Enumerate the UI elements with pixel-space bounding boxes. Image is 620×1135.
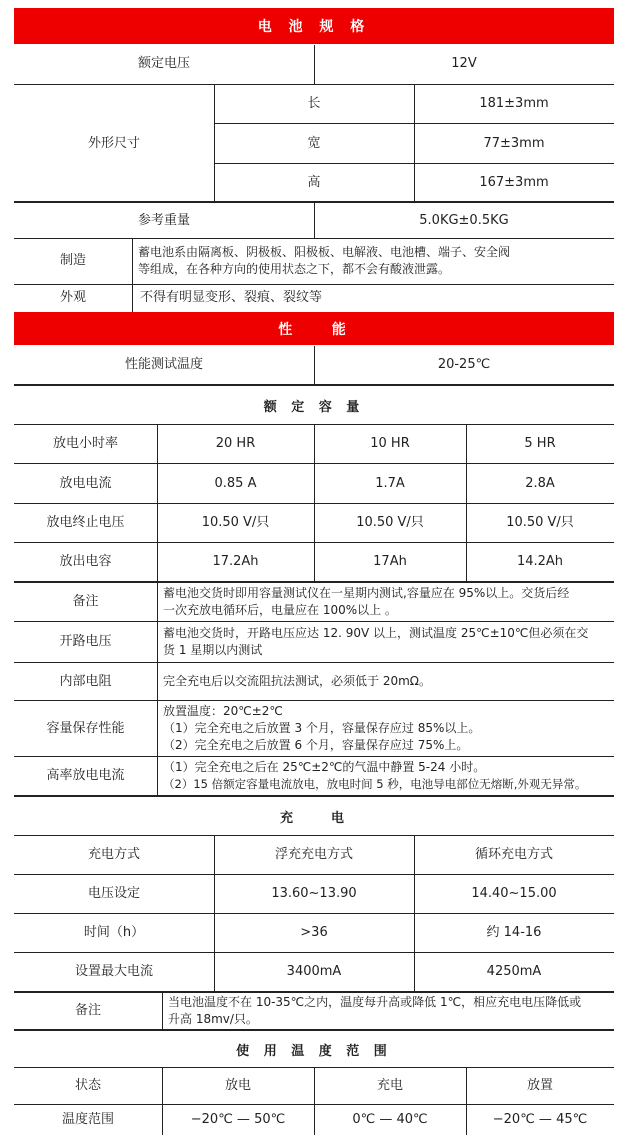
height-value: 167±3mm	[479, 175, 549, 190]
make-text: 蓄电池系由隔离板、阴极板、阳极板、电解液、电池槽、端子、安全阀 等组成，在各种方向的使用状态之下，都不会有酸液泄露。	[138, 245, 511, 276]
max-current-cycle: 4250mA	[486, 964, 542, 979]
range-label: 温度范围	[61, 1112, 114, 1127]
time-label: 时间（h）	[83, 925, 145, 940]
range-storage: −20℃ — 45℃	[492, 1112, 588, 1127]
test-temp-value: 20-25℃	[437, 357, 491, 372]
current-5hr: 2.8A	[525, 475, 555, 491]
current-label: 放电电流	[59, 475, 112, 491]
charge-remark-text: 当电池温度不在 10-35℃之内，温度每升高或降低 1℃，相应充电电压降低或 升高 18mv/只。	[168, 995, 582, 1026]
length-value: 181±3mm	[479, 96, 549, 111]
capacity-10hr: 17Ah	[373, 554, 407, 569]
voltage-label: 额定电压	[137, 56, 190, 71]
charge-mode-cycle: 循环充电方式	[474, 847, 553, 862]
high-rate-label: 高率放电电流	[46, 768, 125, 783]
range-discharge: −20℃ — 50℃	[190, 1112, 286, 1127]
look-text: 不得有明显变形、裂痕、裂纹等	[140, 290, 323, 305]
capacity-5hr: 14.2Ah	[516, 554, 564, 569]
state-discharge: 放电	[224, 1078, 251, 1093]
rate-20hr: 20 HR	[215, 436, 256, 451]
state-storage: 放置	[526, 1078, 553, 1093]
charge-remark-label: 备注	[74, 1003, 101, 1018]
spec-header: 电 池 规 格	[14, 8, 614, 44]
weight-value: 5.0KG±0.5KG	[419, 212, 509, 228]
time-float: >36	[300, 925, 328, 940]
rated-capacity-title: 额 定 容 量	[263, 399, 365, 415]
current-10hr: 1.7A	[375, 475, 405, 491]
charge-mode-float: 浮充充电方式	[274, 847, 353, 862]
capacity-20hr: 17.2Ah	[212, 554, 259, 569]
current-20hr: 0.85 A	[214, 475, 257, 491]
perf-header: 性 能	[14, 312, 614, 345]
voltage-set-label: 电压设定	[87, 886, 140, 901]
end-voltage-5hr: 10.50 V/只	[506, 515, 574, 530]
retention-label: 容量保存性能	[46, 720, 125, 736]
ir-text: 完全充电后以交流阻抗法测试，必须低于 20mΩ。	[163, 674, 431, 688]
charge-title: 充 电	[279, 810, 349, 826]
range-charge: 0℃ — 40℃	[352, 1112, 428, 1127]
look-label: 外观	[59, 290, 86, 305]
usage-temp-title: 使 用 温 度 范 围	[236, 1043, 392, 1059]
dimension-label: 外形尺寸	[87, 135, 140, 151]
perf-remark-label: 备注	[72, 594, 99, 609]
rate-label: 放电小时率	[52, 436, 118, 451]
rate-5hr: 5 HR	[524, 436, 556, 451]
width-value: 77±3mm	[483, 135, 545, 151]
height-label: 高	[307, 175, 321, 190]
ir-label: 内部电阻	[59, 673, 112, 689]
state-charge: 充电	[376, 1078, 403, 1093]
end-voltage-10hr: 10.50 V/只	[356, 515, 424, 530]
retention-text: 放置温度：20℃±2℃ （1）完全充电之后放置 3 个月，容量保存应过 85%以上。 （2）完全充电之后放置 6 个月，容量保存应过 75%上。	[163, 704, 481, 752]
state-label: 状态	[74, 1078, 101, 1093]
ocv-label: 开路电压	[59, 634, 112, 649]
voltage-set-float: 13.60~13.90	[271, 886, 357, 901]
ocv-text: 蓄电池交货时，开路电压应达 12. 90V 以上，测试温度 25℃±10℃但必须在交 货 1 星期以内测试	[163, 626, 589, 657]
test-temp-label: 性能测试温度	[124, 357, 203, 372]
voltage-value: 12V	[451, 56, 477, 71]
rate-10hr: 10 HR	[370, 436, 410, 451]
make-label: 制造	[59, 253, 86, 268]
time-cycle: 约 14-16	[486, 925, 542, 940]
length-label: 长	[307, 96, 321, 111]
max-current-label: 设置最大电流	[74, 964, 153, 979]
voltage-set-cycle: 14.40~15.00	[471, 886, 557, 901]
end-voltage-20hr: 10.50 V/只	[201, 515, 270, 530]
weight-label: 参考重量	[137, 212, 190, 228]
perf-remark-text: 蓄电池交货时即用容量测试仪在一星期内测试,容量应在 95%以上。交货后经 一次充放电循环后，电量应在 100%以上 。	[163, 586, 570, 617]
max-current-float: 3400mA	[286, 964, 342, 979]
end-voltage-label: 放电终止电压	[46, 515, 125, 530]
high-rate-text: （1）完全充电之后在 25℃±2℃的气温中静置 5-24 小时。 （2）15 倍额定容量电流放电，放电时间 5 秒，电池导电部位无熔断,外观无异常。	[163, 760, 587, 791]
width-label: 宽	[307, 135, 321, 151]
charge-mode-label: 充电方式	[87, 847, 140, 862]
capacity-label: 放出电容	[59, 554, 112, 569]
